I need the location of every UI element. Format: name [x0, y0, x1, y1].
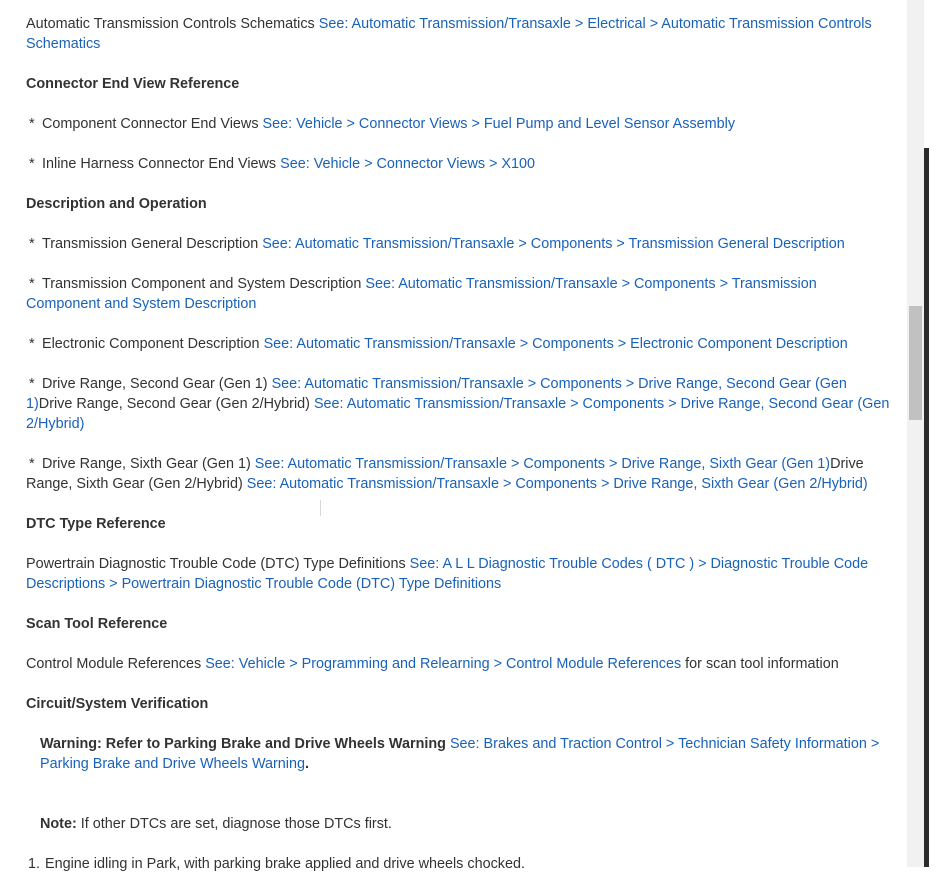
warning-end: . [305, 756, 310, 772]
dtc-text: Powertrain Diagnostic Trouble Code (DTC) Type Definitions [26, 556, 410, 572]
item-text: Drive Range, Sixth Gear (Gen 1) [42, 456, 255, 472]
scan-heading: Scan Tool Reference [26, 616, 168, 632]
connector-item-inline [26, 154, 890, 174]
dtc-link[interactable]: See: A L L Diagnostic Trouble Codes ( DTC ) > Diagnostic Trouble Code Descriptions > Powertrain Diagnostic Trouble Code (DTC) Type Definitions [26, 556, 869, 592]
description-item-electronic [26, 334, 890, 354]
item-link[interactable]: See: Automatic Transmission/Transaxle > Components > Drive Range, Second Gear (Gen 2/Hybrid) [26, 396, 890, 432]
note-label: Note: [40, 816, 77, 832]
item-link[interactable]: See: Automatic Transmission/Transaxle > Components > Electronic Component Description [263, 336, 848, 352]
description-item-component [26, 274, 890, 314]
scan-suffix: for scan tool information [681, 656, 839, 672]
bullet-marker: * [29, 376, 35, 392]
scan-link[interactable]: See: Vehicle > Programming and Relearning > Control Module References [205, 656, 682, 672]
item-text: Component Connector End Views [42, 116, 263, 132]
item-link[interactable]: See: Automatic Transmission/Transaxle > Components > Transmission Component and System Description [26, 276, 817, 312]
description-item-sixth-gear [26, 454, 890, 494]
bullet-marker: * [29, 276, 35, 292]
description-heading: Description and Operation [26, 196, 207, 212]
connector-heading: Connector End View Reference [26, 76, 240, 92]
scrollbar-track[interactable] [907, 0, 924, 867]
item-link[interactable]: See: Automatic Transmission/Transaxle > Components > Drive Range, Second Gear (Gen 1) [26, 376, 847, 412]
schematics-link[interactable]: See: Automatic Transmission/Transaxle > Electrical > Automatic Transmission Controls Schematics [26, 16, 872, 52]
description-item-second-gear [26, 374, 890, 434]
bullet-marker: * [29, 116, 35, 132]
verification-heading: Circuit/System Verification [26, 696, 209, 712]
description-item-general [26, 234, 890, 254]
dtc-reference [26, 554, 890, 594]
schematics-reference [26, 14, 890, 54]
warning-label: Warning: Refer to Parking Brake and Drive Wheels Warning [40, 736, 446, 752]
steps-list [26, 854, 890, 874]
schematics-text: Automatic Transmission Controls Schematics [26, 16, 319, 32]
item-link[interactable]: See: Automatic Transmission/Transaxle > Components > Drive Range, Sixth Gear (Gen 1) [254, 456, 831, 472]
item-text: Drive Range, Sixth Gear (Gen 2/Hybrid) [26, 456, 864, 492]
dtc-heading: DTC Type Reference [26, 516, 166, 532]
note-text: If other DTCs are set, diagnose those DTCs first. [76, 816, 392, 832]
step-item: 1. Engine idling in Park, with parking brake applied and drive wheels chocked. [44, 854, 890, 874]
item-link[interactable]: See: Vehicle > Connector Views > Fuel Pump and Level Sensor Assembly [262, 116, 736, 132]
bullet-marker: * [29, 336, 35, 352]
scan-text: Control Module References [26, 656, 206, 672]
item-text: Electronic Component Description [42, 336, 264, 352]
spacer [26, 794, 890, 814]
warning-paragraph [26, 734, 890, 774]
item-text: Transmission Component and System Description [42, 276, 366, 292]
bullet-marker: * [29, 236, 35, 252]
warning-link[interactable]: See: Brakes and Traction Control > Technician Safety Information > Parking Brake and Drive Wheels Warning [40, 736, 880, 772]
scrollbar-thumb[interactable] [909, 306, 922, 420]
document-body [26, 14, 890, 874]
item-text: Drive Range, Second Gear (Gen 2/Hybrid) [38, 396, 314, 412]
item-link[interactable]: See: Automatic Transmission/Transaxle > Components > Drive Range, Sixth Gear (Gen 2/Hybrid) [246, 476, 868, 492]
window-edge-line [924, 148, 929, 867]
connector-item-component [26, 114, 890, 134]
bullet-marker: * [29, 456, 35, 472]
bullet-marker: * [29, 156, 35, 172]
item-text: Drive Range, Second Gear (Gen 1) [42, 376, 272, 392]
item-link[interactable]: See: Automatic Transmission/Transaxle > Components > Transmission General Description [262, 236, 845, 252]
scan-reference [26, 654, 890, 674]
item-text: Transmission General Description [42, 236, 263, 252]
item-link[interactable]: See: Vehicle > Connector Views > X100 [280, 156, 536, 172]
note-paragraph [26, 814, 890, 834]
item-text: Inline Harness Connector End Views [42, 156, 281, 172]
